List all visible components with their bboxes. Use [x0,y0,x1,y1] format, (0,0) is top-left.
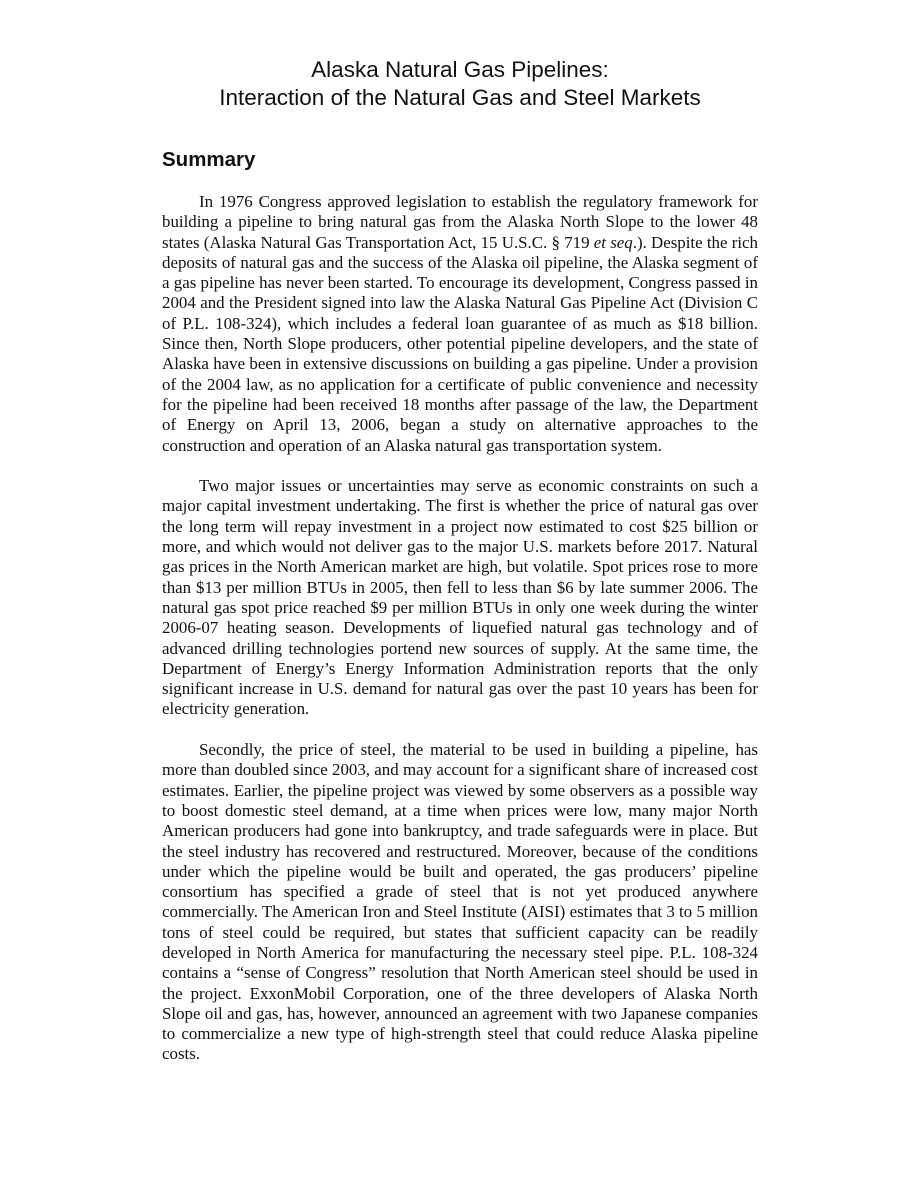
summary-paragraph-3: Secondly, the price of steel, the material to be used in building a pipeline, has more than doubled since 2003, and may account for a significant share of increased cost estimates. Earlier, the pipeline project was viewed by some observers as a possible way to boost domestic steel demand, at a time when prices were low, many major North American producers had gone into bankruptcy, and trade safeguards were in place. But the steel industry has recovered and restructured. Moreover, because of the conditions under which the pipeline would be built and operated, the gas producers’ pipeline consortium has specified a grade of steel that is not yet produced anywhere commercially. The American Iron and Steel Institute (AISI) estimates that 3 to 5 million tons of steel could be required, but states that sufficient capacity can be readily developed in North America for manufacturing the necessary steel pipe. P.L. 108-324 contains a “sense of Congress” resolution that North American steel should be used in the project. ExxonMobil Corporation, one of the three developers of Alaska North Slope oil and gas, has, however, announced an agreement with two Japanese companies to commercialize a new type of high-strength steel that could reduce Alaska pipeline costs. [162,740,758,1064]
summary-body [162,192,758,1065]
paragraph-1-text-before: In 1976 Congress approved legislation to establish the regulatory framework for building a pipeline to bring natural gas from the Alaska North Slope to the lower 48 states (Alaska Natural Gas Transportation Act, 15 U.S.C. § 719 [162,192,758,252]
paragraph-1-text-after: .). Despite the rich deposits of natural gas and the success of the Alaska oil pipeline, the Alaska segment of a gas pipeline has never been started. To encourage its development, Congress passed in 2004 and the President signed into law the Alaska Natural Gas Pipeline Act (Division C of P.L. 108-324), which includes a federal loan guarantee of as much as $18 billion. Since then, North Slope producers, other potential pipeline developers, and the state of Alaska have been in extensive discussions on building a gas pipeline. Under a provision of the 2004 law, as no application for a certificate of public convenience and necessity for the pipeline had been received 18 months after passage of the law, the Department of Energy on April 13, 2006, began a study on alternative approaches to the construction and operation of an Alaska natural gas transportation system. [162,232,758,455]
summary-paragraph-2: Two major issues or uncertainties may serve as economic constraints on such a major capital investment undertaking. The first is whether the price of natural gas over the long term will repay investment in a project now estimated to cost $25 billion or more, and which would not deliver gas to the major U.S. markets before 2017. Natural gas prices in the North American market are high, but volatile. Spot prices rose to more than $13 per million BTUs in 2005, then fell to less than $6 by late summer 2006. The natural gas spot price reached $9 per million BTUs in only one week during the winter 2006-07 heating season. Developments of liquefied natural gas technology and of advanced drilling technologies portend new sources of supply. At the same time, the Department of Energy’s Energy Information Administration reports that the only significant increase in U.S. demand for natural gas over the past 10 years has been for electricity generation. [162,476,758,719]
summary-paragraph-1 [162,192,758,456]
document-title [0,56,920,112]
title-line-1: Alaska Natural Gas Pipelines: [311,57,609,82]
paragraph-1-italic-et-seq: et seq [593,232,633,252]
section-heading-summary: Summary [162,148,256,171]
title-line-2: Interaction of the Natural Gas and Steel Markets [219,85,701,110]
